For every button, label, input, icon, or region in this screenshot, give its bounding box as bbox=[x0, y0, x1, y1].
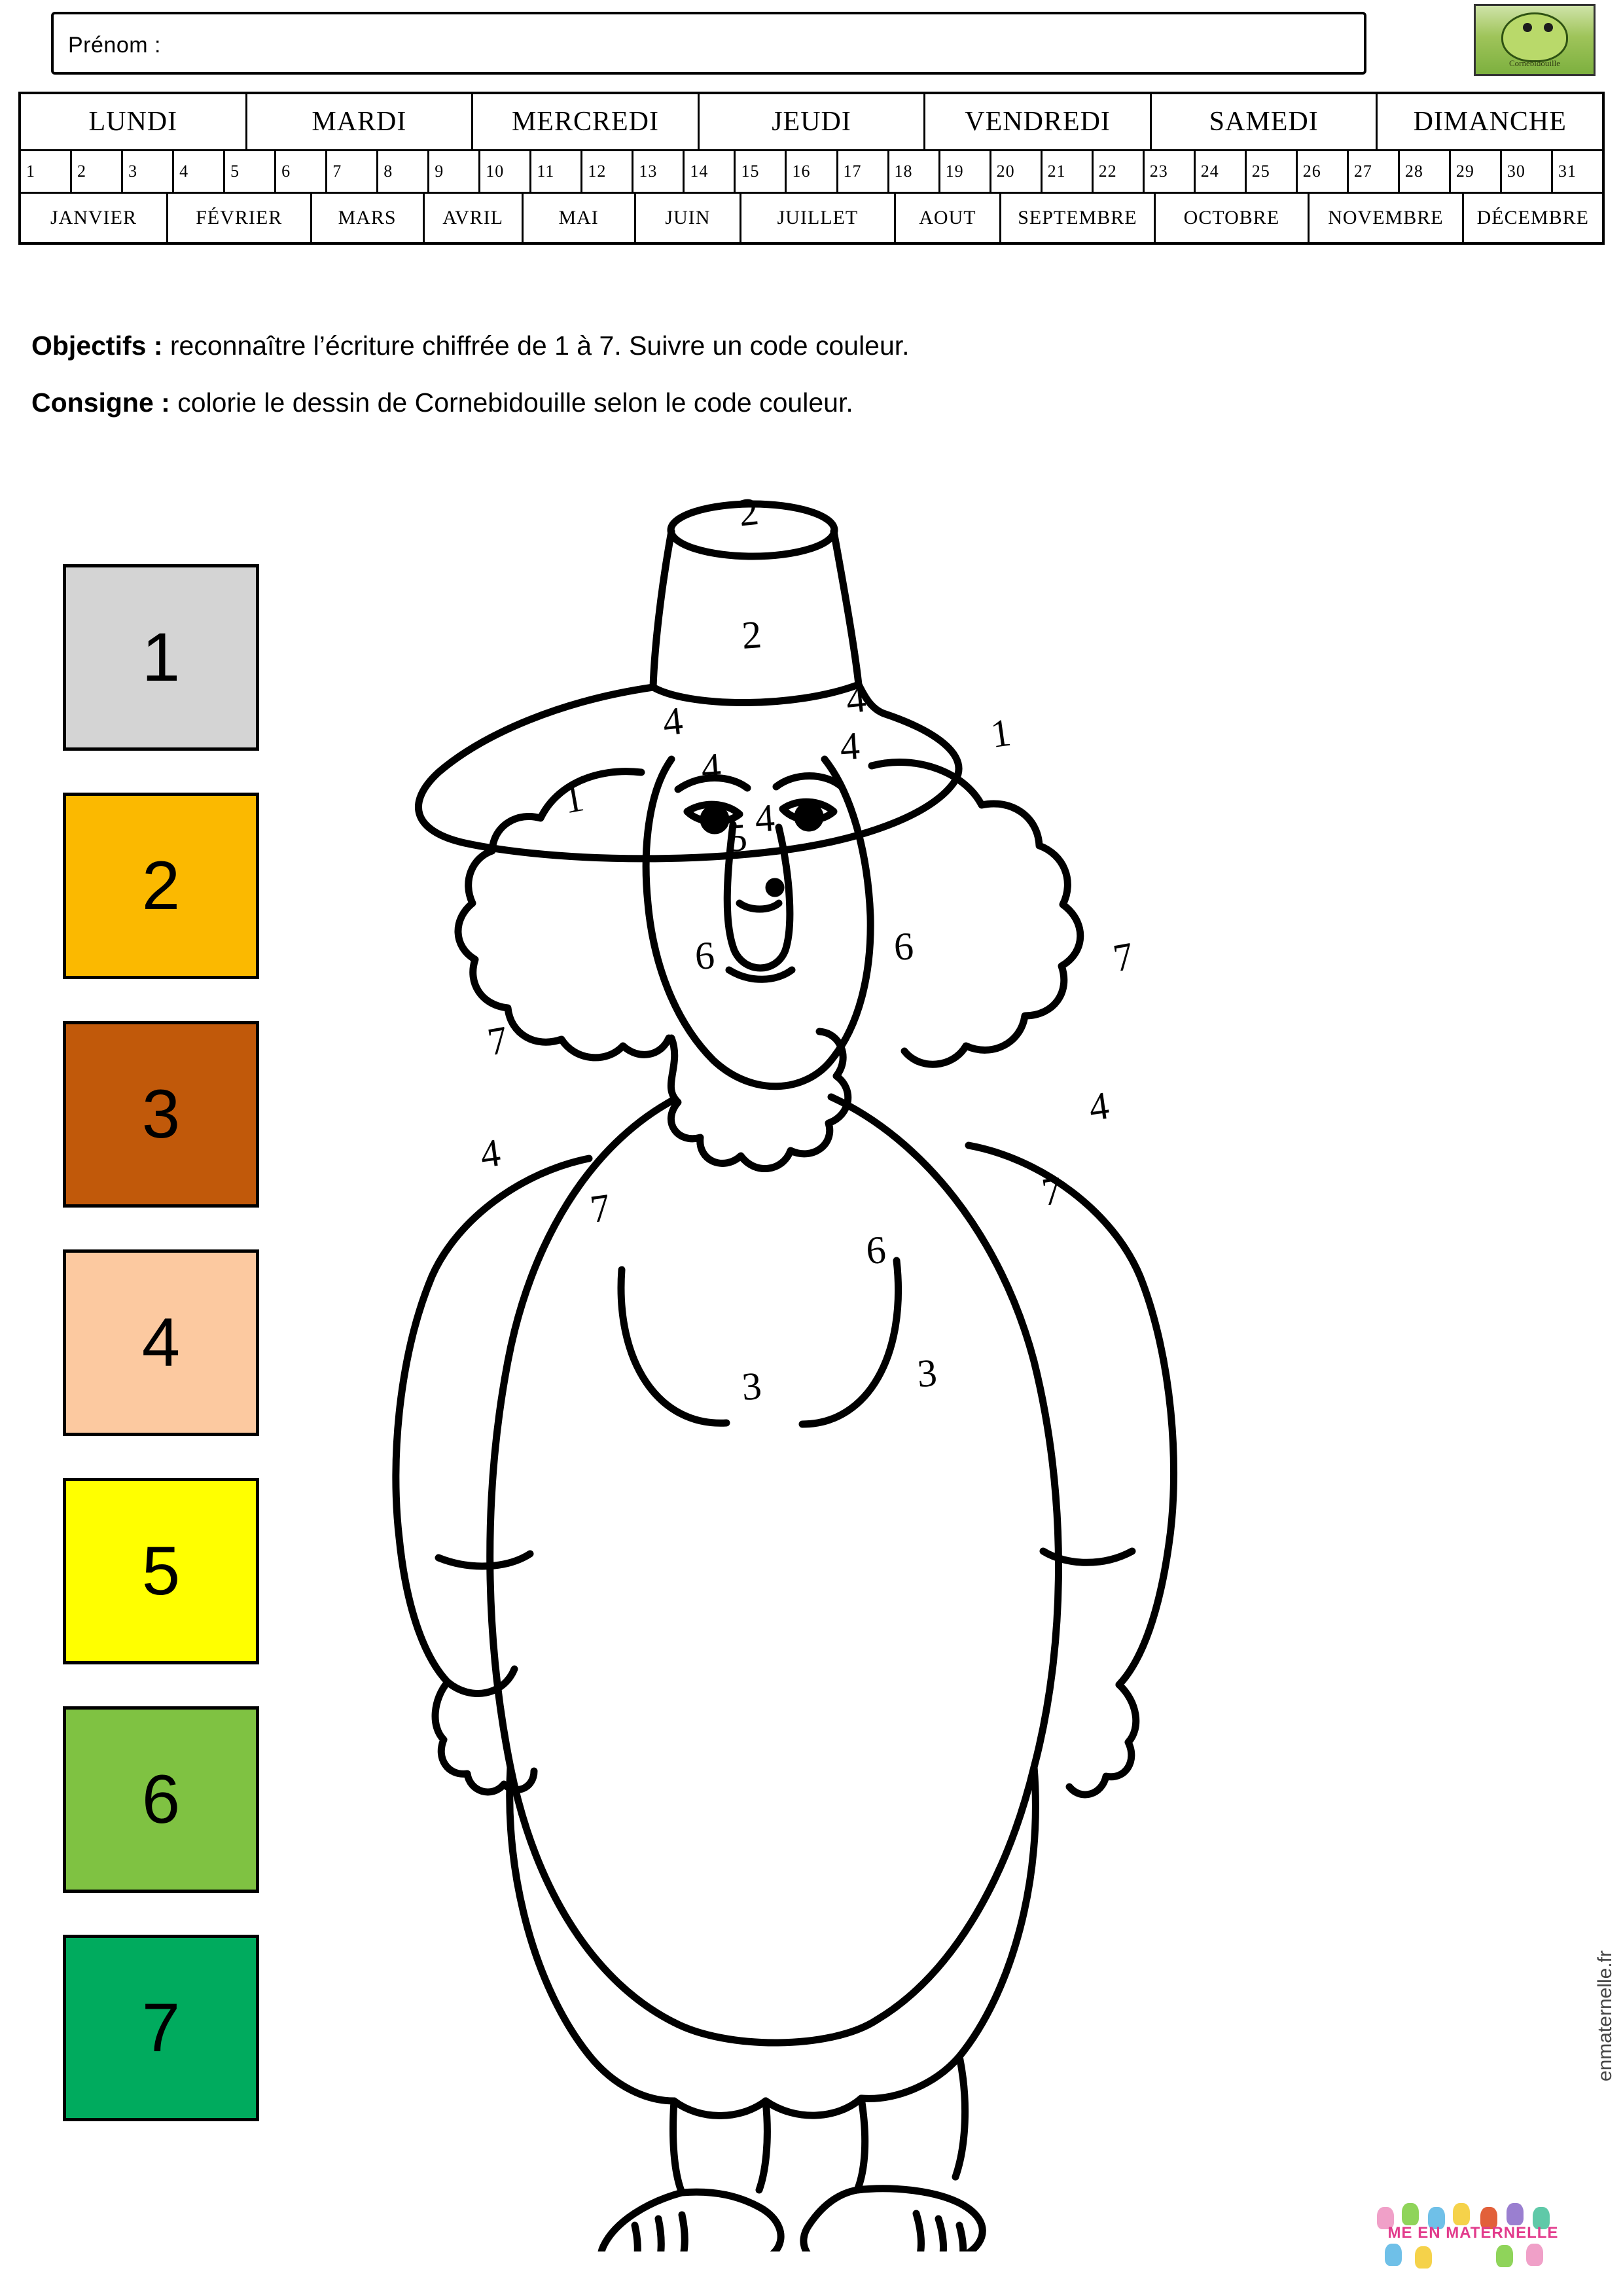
calendar-date-11: 11 bbox=[531, 151, 582, 192]
calendar-date-22: 22 bbox=[1094, 151, 1145, 192]
hand-icon bbox=[1385, 2244, 1402, 2266]
objectifs-label: Objectifs : bbox=[31, 331, 163, 361]
region-number: 4 bbox=[1086, 1083, 1112, 1129]
hand-icon bbox=[1453, 2203, 1470, 2225]
color-code-box-6: 6 bbox=[63, 1706, 259, 1893]
region-number: 2 bbox=[740, 613, 763, 658]
region-number: 6 bbox=[694, 933, 716, 978]
calendar-date-19: 19 bbox=[940, 151, 991, 192]
calendar-date-24: 24 bbox=[1196, 151, 1247, 192]
region-number: 4 bbox=[753, 796, 776, 841]
calendar-month-3: AVRIL bbox=[425, 194, 524, 242]
calendar-month-7: AOUT bbox=[896, 194, 1002, 242]
calendar-date-20: 20 bbox=[991, 151, 1043, 192]
calendar-month-2: MARS bbox=[312, 194, 425, 242]
calendar-date-3: 3 bbox=[123, 151, 174, 192]
calendar-numbers-row bbox=[21, 149, 1602, 192]
region-number: 1 bbox=[560, 776, 588, 822]
calendar-month-10: NOVEMBRE bbox=[1310, 194, 1463, 242]
calendar-day-lundi: LUNDI bbox=[21, 94, 247, 149]
calendar-month-5: JUIN bbox=[636, 194, 742, 242]
region-number: 1 bbox=[988, 710, 1014, 756]
calendar-date-27: 27 bbox=[1349, 151, 1400, 192]
footer-logo-text: ME EN MATERNELLE bbox=[1387, 2224, 1559, 2242]
calendar-date-14: 14 bbox=[685, 151, 736, 192]
color-code-box-2: 2 bbox=[63, 793, 259, 979]
objectifs-line bbox=[31, 331, 1537, 361]
calendar-date-18: 18 bbox=[889, 151, 940, 192]
footer-logo bbox=[1365, 2198, 1581, 2270]
calendar-date-16: 16 bbox=[787, 151, 838, 192]
color-code-box-1: 1 bbox=[63, 564, 259, 751]
student-name-field[interactable] bbox=[51, 12, 1366, 75]
calendar-month-1: FÉVRIER bbox=[168, 194, 312, 242]
calendar-date-2: 2 bbox=[72, 151, 123, 192]
color-code-box-7: 7 bbox=[63, 1935, 259, 2121]
witch-head-shape bbox=[1501, 12, 1568, 62]
region-number: 7 bbox=[484, 1018, 512, 1064]
calendar-days-row bbox=[21, 94, 1602, 149]
calendar-date-4: 4 bbox=[174, 151, 225, 192]
calendar-date-5: 5 bbox=[225, 151, 276, 192]
coloring-drawing bbox=[308, 484, 1590, 2251]
color-code-box-3: 3 bbox=[63, 1021, 259, 1208]
calendar-month-6: JUILLET bbox=[741, 194, 895, 242]
hand-icon bbox=[1526, 2244, 1543, 2266]
page-header bbox=[0, 0, 1623, 105]
region-number: 7 bbox=[1039, 1168, 1065, 1214]
calendar-day-mercredi: MERCREDI bbox=[473, 94, 700, 149]
calendar-date-8: 8 bbox=[378, 151, 429, 192]
witch-eye-left bbox=[1523, 23, 1532, 32]
calendar-month-9: OCTOBRE bbox=[1156, 194, 1310, 242]
logo-caption: Cornebidouille bbox=[1509, 58, 1560, 68]
calendar-date-31: 31 bbox=[1558, 162, 1577, 181]
calendar-date-15: 15 bbox=[736, 151, 787, 192]
site-url: enmaternelle.fr bbox=[1594, 1950, 1616, 2082]
calendar-date-6: 6 bbox=[276, 151, 327, 192]
region-number: 3 bbox=[916, 1351, 938, 1396]
objectifs-text: reconnaître l’écriture chiffrée de 1 à 7. Suivre un code couleur. bbox=[169, 331, 910, 361]
student-name-label: Prénom : bbox=[68, 33, 161, 58]
calendar-month-4: MAI bbox=[524, 194, 636, 242]
region-number: 7 bbox=[587, 1185, 613, 1231]
calendar-day-samedi: SAMEDI bbox=[1152, 94, 1378, 149]
calendar-date-7: 7 bbox=[327, 151, 378, 192]
color-code-box-4: 4 bbox=[63, 1249, 259, 1436]
calendar-strip bbox=[18, 92, 1605, 245]
region-number: 4 bbox=[700, 745, 722, 790]
hand-icon bbox=[1496, 2245, 1513, 2267]
calendar-day-dimanche: DIMANCHE bbox=[1413, 107, 1567, 137]
calendar-date-21: 21 bbox=[1043, 151, 1094, 192]
consigne-line bbox=[31, 387, 1537, 418]
consigne-text: colorie le dessin de Cornebidouille selon le code couleur. bbox=[177, 387, 853, 418]
instructions-block bbox=[31, 331, 1537, 444]
witch-eye-right bbox=[1544, 23, 1553, 32]
hand-icon bbox=[1415, 2246, 1432, 2269]
region-number: 4 bbox=[838, 724, 861, 769]
region-number: 6 bbox=[893, 924, 915, 969]
calendar-date-30: 30 bbox=[1502, 151, 1553, 192]
region-number: 5 bbox=[726, 816, 749, 861]
calendar-date-12: 12 bbox=[582, 151, 633, 192]
region-number: 4 bbox=[660, 698, 685, 744]
calendar-day-jeudi: JEUDI bbox=[700, 94, 926, 149]
calendar-date-23: 23 bbox=[1145, 151, 1196, 192]
calendar-date-28: 28 bbox=[1400, 151, 1451, 192]
calendar-date-9: 9 bbox=[429, 151, 480, 192]
hand-icon bbox=[1402, 2203, 1419, 2225]
calendar-date-26: 26 bbox=[1298, 151, 1349, 192]
consigne-label: Consigne : bbox=[31, 387, 170, 418]
color-code-box-5: 5 bbox=[63, 1478, 259, 1664]
calendar-day-mardi: MARDI bbox=[247, 94, 474, 149]
calendar-date-10: 10 bbox=[480, 151, 531, 192]
calendar-date-13: 13 bbox=[633, 151, 685, 192]
calendar-date-17: 17 bbox=[838, 151, 889, 192]
hand-icon bbox=[1507, 2203, 1524, 2225]
region-number: 2 bbox=[736, 489, 761, 535]
calendar-months-row bbox=[21, 192, 1602, 242]
region-number: 4 bbox=[477, 1130, 503, 1176]
region-number: 3 bbox=[740, 1364, 763, 1409]
calendar-month-8: SEPTEMBRE bbox=[1001, 194, 1155, 242]
calendar-month-0: JANVIER bbox=[21, 194, 168, 242]
calendar-month-11: DÉCEMBRE bbox=[1476, 207, 1589, 228]
calendar-date-1: 1 bbox=[21, 151, 72, 192]
region-number: 7 bbox=[1110, 934, 1137, 980]
region-number: 4 bbox=[844, 676, 868, 722]
calendar-day-vendredi: VENDREDI bbox=[925, 94, 1152, 149]
region-number: 6 bbox=[865, 1228, 887, 1273]
calendar-date-25: 25 bbox=[1247, 151, 1298, 192]
cornebidouille-logo bbox=[1474, 4, 1596, 76]
color-code-legend bbox=[63, 564, 266, 2163]
calendar-date-29: 29 bbox=[1451, 151, 1502, 192]
